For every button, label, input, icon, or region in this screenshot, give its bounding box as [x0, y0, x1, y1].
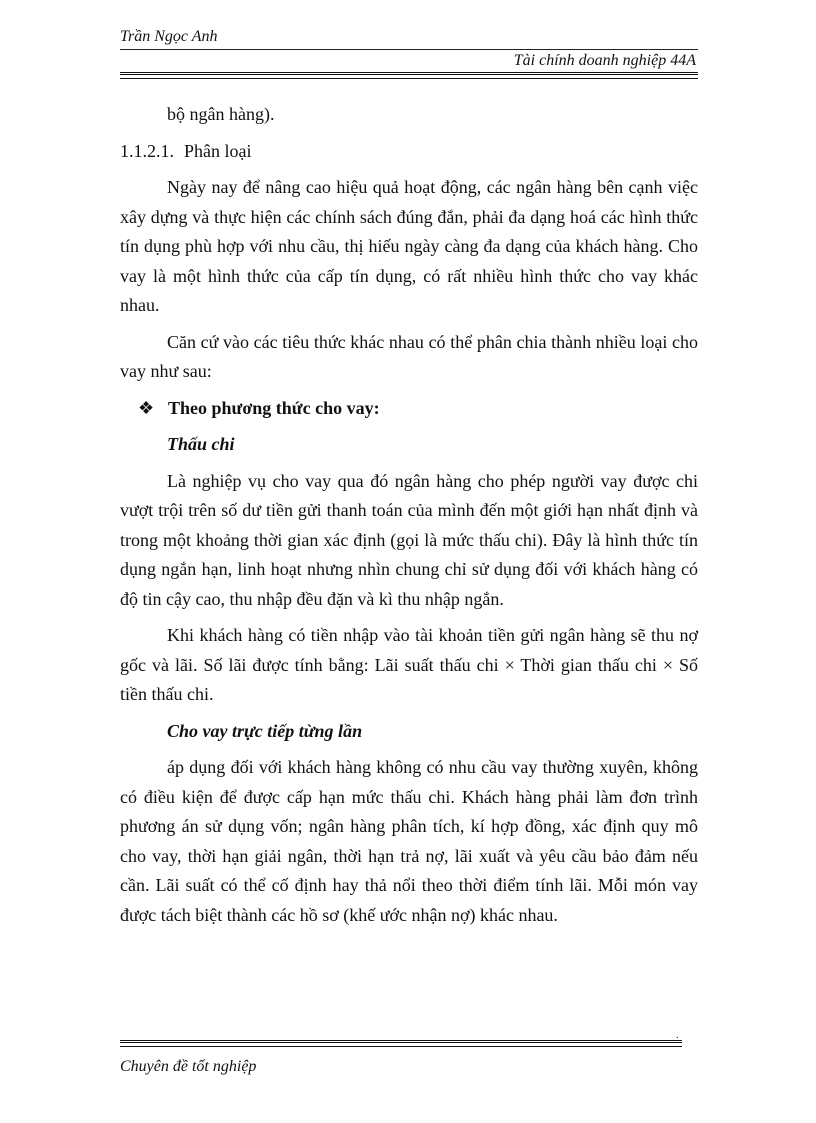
bullet-heading: [120, 394, 698, 424]
paragraph-intro: Ngày nay để nâng cao hiệu quả hoạt động, các ngân hàng bên cạnh việc xây dựng và thực hiện các chính sách đúng đắn, phải đa dạng hoá các hình thức tín dụng phù hợp với nhu cầu, thị hiếu ngày càng đa dạng của khách hàng. Cho vay là một hình thức của cấp tín dụng, có rất nhiều hình thức cho vay khác nhau.: [120, 177, 698, 315]
subheading-direct-loan: Cho vay trực tiếp từng lần: [167, 720, 363, 741]
page-body: [120, 100, 698, 937]
section-heading: [120, 137, 698, 167]
header-author: Trần Ngọc Anh: [120, 28, 218, 45]
footer-divider: [120, 1040, 682, 1047]
header-department: Tài chính doanh nghiệp 44A: [513, 52, 696, 69]
paragraph-overdraft: Là nghiệp vụ cho vay qua đó ngân hàng cho phép người vay được chi vượt trội trên số dư tiền gửi thanh toán của mình đến một giới hạn nhất định và trong một khoảng thời gian xác định (gọi là mức thấu chi). Đây là hình thức tín dụng ngắn hạn, linh hoạt nhưng nhìn chung chỉ sử dụng đối với khách hàng có độ tin cậy cao, thu nhập đều đặn và kì thu nhập ngắn.: [120, 470, 698, 609]
header-rule-top: [120, 49, 698, 50]
section-title: Phân loại: [184, 140, 252, 161]
section-number: 1.1.2.1.: [120, 140, 174, 161]
paragraph-continuation: bộ ngân hàng).: [167, 104, 275, 124]
bullet-heading-text: Theo phương thức cho vay:: [168, 397, 380, 418]
paragraph-overdraft-interest: Khi khách hàng có tiền nhập vào tài khoản tiền gửi ngân hàng sẽ thu nợ gốc và lãi. Số lãi được tính bằng: Lãi suất thấu chi × Thời gian thấu chi × Số tiền thấu chi.: [120, 625, 698, 704]
footer-text: Chuyên đề tốt nghiệp: [120, 1058, 257, 1075]
paragraph-classification: Căn cứ vào các tiêu thức khác nhau có thể phân chia thành nhiều loại cho vay như sau:: [120, 331, 698, 381]
paragraph-direct-loan: áp dụng đối với khách hàng không có nhu cầu vay thường xuyên, không có điều kiện để được cấp hạn mức thấu chi. Khách hàng phải làm đơn trình phương án sử dụng vốn; ngân hàng phân tích, kí hợp đồng, xác định quy mô cho vay, thời hạn giải ngân, thời hạn trả nợ, lãi xuất và yêu cầu bảo đảm nếu cần. Lãi suất có thể cố định hay thả nổi theo thời điểm tính lãi. Mỗi món vay được tách biệt thành các hồ sơ (khế ước nhận nợ) khác nhau.: [120, 757, 698, 925]
header-divider: [120, 72, 698, 79]
subheading-overdraft: Thấu chi: [167, 434, 235, 454]
footer-mark: .: [676, 1030, 679, 1041]
diamond-bullet-icon: ❖: [138, 397, 155, 418]
